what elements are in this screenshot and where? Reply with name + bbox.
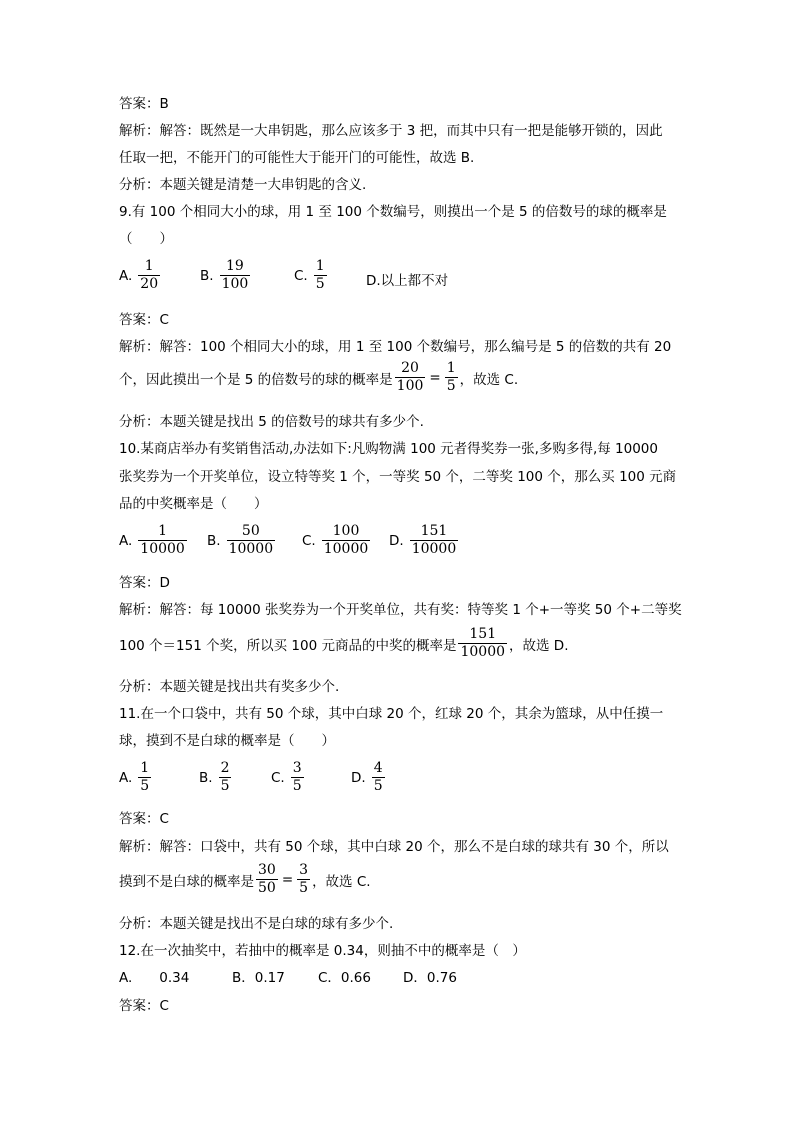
q11-option-c: C. $\frac{3}{5}$ [271, 760, 302, 794]
fraction: $\frac{1}{5}$ [315, 258, 325, 292]
q10-answer: 答案：D [119, 575, 170, 591]
q11-analysis-line-2: 摸到不是白球的概率是 $\frac{30}{50}$ = $\frac{3}{5}$ ，故选 C. [119, 862, 371, 896]
q10-option-d: D. $\frac{151}{10000}$ [389, 523, 457, 557]
fraction: $\frac{1}{5}$ [446, 360, 456, 394]
q10-analysis-line-2: 100 个＝151 个奖，所以买 100 元商品的中奖的概率是 $\frac{151}{10000}$ ，故选 D. [119, 626, 569, 660]
fraction: $\frac{1}{20}$ [140, 258, 159, 292]
q11-note: 分析：本题关键是找出不是白球的球有多少个. [119, 916, 394, 932]
q8-note: 分析：本题关键是清楚一大串钥匙的含义. [119, 177, 367, 193]
q11-option-b: B. $\frac{2}{5}$ [199, 760, 230, 794]
fraction: $\frac{1}{10000}$ [140, 523, 185, 557]
q8-analysis-line-1: 解析：解答：既然是一大串钥匙，那么应该多于 3 把，而其中只有一把是能够开锁的，因此 [119, 123, 663, 139]
q8-answer: 答案：B [119, 96, 169, 112]
q11-analysis-line-1: 解析：解答：口袋中，共有 50 个球，其中白球 20 个，那么不是白球的球共有 30 个，所以 [119, 839, 669, 855]
q10-stem-line-3: 品的中奖概率是（ ） [119, 496, 268, 512]
q12-option-b: B．0.17 [232, 970, 285, 986]
fraction: $\frac{20}{100}$ [396, 360, 424, 394]
fraction: $\frac{1}{5}$ [140, 760, 150, 794]
fraction: $\frac{50}{10000}$ [228, 523, 274, 557]
q8-analysis-line-2: 任取一把，不能开门的可能性大于能开门的可能性，故选 B. [119, 150, 475, 166]
fraction: $\frac{3}{5}$ [292, 760, 302, 794]
q10-option-b: B. $\frac{50}{10000}$ [207, 523, 274, 557]
q11-answer: 答案：C [119, 811, 169, 827]
fraction: $\frac{151}{10000}$ [460, 626, 506, 660]
q10-option-c: C. $\frac{100}{10000}$ [302, 523, 369, 557]
q9-note: 分析：本题关键是找出 5 的倍数号的球共有多少个. [119, 414, 424, 430]
q9-option-b: B. $\frac{19}{100}$ [200, 258, 249, 292]
q9-option-a: A. $\frac{1}{20}$ [119, 258, 159, 292]
q11-stem-line-1: 11.在一个口袋中，共有 50 个球，其中白球 20 个，红球 20 个，其余为篮球，从中任摸一 [119, 706, 664, 722]
q9-option-d: D.以上都不对 [366, 273, 449, 289]
q11-option-d: D. $\frac{4}{5}$ [351, 760, 383, 794]
q12-option-d: D．0.76 [403, 970, 457, 986]
q9-analysis-line-1: 解析：解答：100 个相同大小的球，用 1 至 100 个数编号，那么编号是 5 的倍数的共有 20 [119, 339, 672, 355]
fraction: $\frac{2}{5}$ [220, 760, 230, 794]
fraction: $\frac{100}{10000}$ [323, 523, 369, 557]
q12-stem: 12.在一次抽奖中，若抽中的概率是 0.34，则抽不中的概率是（ ） [119, 943, 526, 959]
fraction: $\frac{151}{10000}$ [411, 523, 457, 557]
q12-option-a: A. 0.34 [119, 970, 190, 986]
q12-answer: 答案：C [119, 998, 169, 1014]
q10-analysis-line-1: 解析：解答：每 10000 张奖券为一个开奖单位，共有奖：特等奖 1 个+一等奖 50 个+二等奖 [119, 602, 682, 618]
q9-analysis-line-2: 个，因此摸出一个是 5 的倍数号的球的概率是 $\frac{20}{100}$ = $\frac{1}{5}$ ，故选 C. [119, 360, 519, 394]
fraction: $\frac{3}{5}$ [299, 862, 309, 896]
q10-option-a: A. $\frac{1}{10000}$ [119, 523, 185, 557]
q9-stem-line-1: 9.有 100 个相同大小的球，用 1 至 100 个数编号，则摸出一个是 5 的倍数号的球的概率是 [119, 204, 667, 220]
q12-option-c: C．0.66 [318, 970, 371, 986]
q9-answer: 答案：C [119, 312, 169, 328]
fraction: $\frac{19}{100}$ [221, 258, 249, 292]
q9-option-c: C. $\frac{1}{5}$ [294, 258, 325, 292]
fraction: $\frac{4}{5}$ [373, 760, 383, 794]
q11-option-a: A. $\frac{1}{5}$ [119, 760, 150, 794]
fraction: $\frac{30}{50}$ [258, 862, 276, 896]
q11-stem-line-2: 球，摸到不是白球的概率是（ ） [119, 733, 335, 749]
q10-stem-line-1: 10.某商店举办有奖销售活动,办法如下:凡购物满 100 元者得奖券一张,多购多得,每 10000 [119, 441, 658, 457]
q10-stem-line-2: 张奖券为一个开奖单位，设立特等奖 1 个，一等奖 50 个，二等奖 100 个，那么买 100 元商 [119, 469, 677, 485]
q10-note: 分析：本题关键是找出共有奖多少个. [119, 679, 340, 695]
q9-stem-line-2: （ ） [119, 231, 173, 247]
